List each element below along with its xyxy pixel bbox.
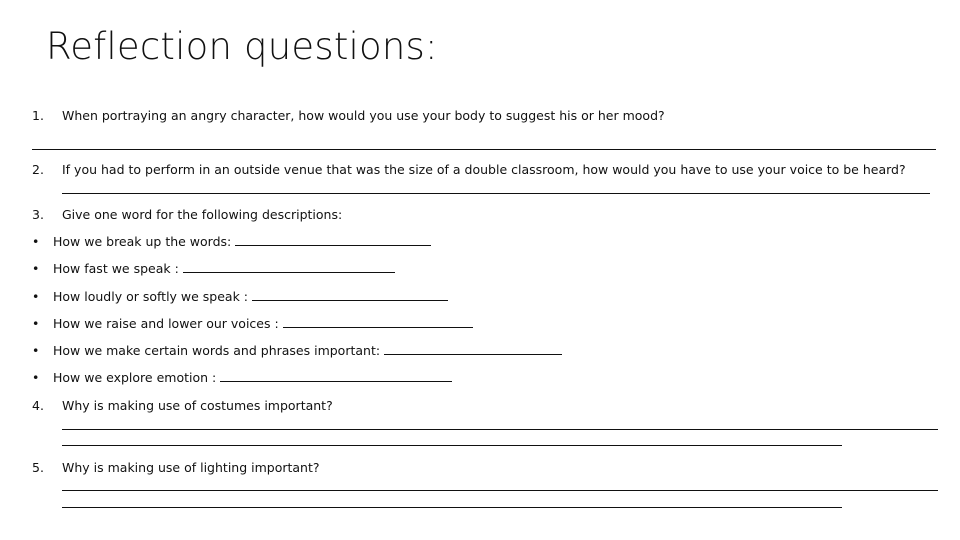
description-label: How fast we speak :	[53, 261, 179, 276]
answer-line[interactable]	[62, 445, 842, 446]
description-label: How we break up the words:	[53, 234, 232, 249]
bullet-icon: •	[32, 370, 40, 385]
question-text: If you had to perform in an outside venue that was the size of a double classroom, how would you have to use your voice to be heard?	[62, 162, 906, 177]
page-title: Reflection questions:	[46, 25, 438, 68]
question-text: Why is making use of lighting important?	[62, 460, 320, 475]
answer-blank[interactable]	[283, 316, 473, 328]
description-item	[53, 343, 562, 358]
description-label: How we raise and lower our voices :	[53, 316, 279, 331]
answer-line[interactable]	[62, 507, 842, 508]
bullet-icon: •	[32, 289, 40, 304]
question-number: 1.	[32, 108, 44, 123]
description-label: How we explore emotion :	[53, 370, 217, 385]
answer-line[interactable]	[62, 490, 938, 491]
description-item	[53, 289, 448, 304]
question-number: 5.	[32, 460, 44, 475]
description-item	[53, 370, 452, 385]
description-label: How loudly or softly we speak :	[53, 289, 249, 304]
answer-blank[interactable]	[384, 343, 562, 355]
answer-blank[interactable]	[220, 370, 452, 382]
answer-blank[interactable]	[235, 234, 431, 246]
answer-line[interactable]	[62, 429, 938, 430]
question-text: When portraying an angry character, how would you use your body to suggest his or her mood?	[62, 108, 665, 123]
question-text: Give one word for the following descriptions:	[62, 207, 343, 222]
bullet-icon: •	[32, 343, 40, 358]
description-item	[53, 316, 473, 331]
answer-line[interactable]	[32, 149, 936, 150]
bullet-icon: •	[32, 234, 40, 249]
bullet-icon: •	[32, 316, 40, 331]
question-number: 2.	[32, 162, 44, 177]
description-label: How we make certain words and phrases important:	[53, 343, 381, 358]
question-number: 3.	[32, 207, 44, 222]
answer-line[interactable]	[62, 193, 930, 194]
answer-blank[interactable]	[183, 261, 395, 273]
answer-blank[interactable]	[252, 289, 448, 301]
description-item	[53, 261, 395, 276]
description-item	[53, 234, 431, 249]
question-text: Why is making use of costumes important?	[62, 398, 333, 413]
question-number: 4.	[32, 398, 44, 413]
bullet-icon: •	[32, 261, 40, 276]
